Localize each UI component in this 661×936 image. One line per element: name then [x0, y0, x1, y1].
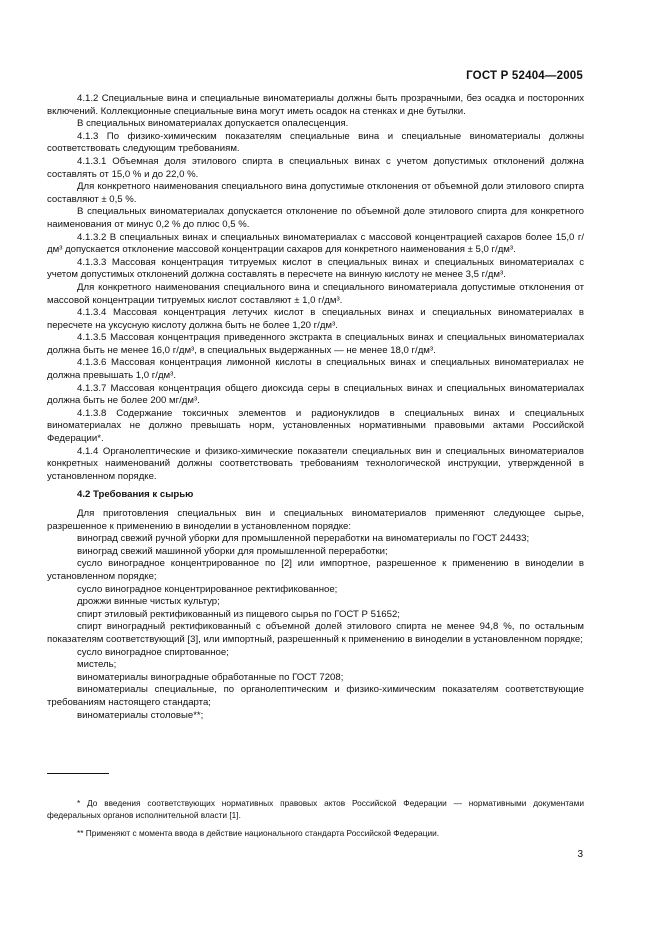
- paragraph-4-1-3-4: 4.1.3.4 Массовая концентрация летучих кислот в специальных винах и специальных виноматериалах в пересчете на уксусную кислоту должна быть не более 1,20 г/дм³.: [47, 307, 584, 331]
- paragraph-4-1-3: 4.1.3 По физико-химическим показателям специальные вина и специальные виноматериалы должны соответствовать следующим требованиям.: [47, 130, 584, 155]
- list-item: сусло виноградное спиртованное;: [77, 646, 229, 658]
- paragraph-4-1-3-5: 4.1.3.5 Массовая концентрация приведенного экстракта в специальных винах и специальных виноматериалах должна быть не менее 16,0 г/дм³, в специальных выдержанных — не менее 18,0 г/дм³.: [47, 332, 584, 356]
- footnote-2: ** Применяют с момента ввода в действие национального стандарта Российской Федерации.: [77, 828, 440, 838]
- footnote-divider: [47, 773, 109, 774]
- list-item: спирт этиловый ректификованный из пищевого сырья по ГОСТ Р 51652;: [77, 608, 400, 620]
- list-item: виноматериалы специальные, по органолептическим и физико-химическим показателям соответствующие требованиям настоящего стандарта;: [47, 684, 584, 708]
- list-item: виноград свежий машинной уборки для промышленной переработки;: [77, 545, 388, 557]
- list-item: виноград свежий ручной уборки для промышленной переработки на виноматериалы по ГОСТ 24433;: [77, 533, 530, 545]
- paragraph-ethanol-deviation: Для конкретного наименования специального вина допустимые отклонения от объемной доли этилового спирта составляют ± 0,5 %.: [47, 181, 584, 205]
- paragraph-4-1-3-2: 4.1.3.2 В специальных винах и специальных виноматериалах с массовой концентрацией сахаров более 15,0 г/дм³ допускается отклонение массовой концентрации сахаров для конкретного наименования ± 5,0 г/дм³.: [47, 231, 584, 256]
- page-number: 3: [577, 849, 583, 860]
- raw-materials-intro: Для приготовления специальных вин и специальных виноматериалов применяют следующее сырье, разрешенное к применению в виноделии в установленном порядке:: [47, 508, 584, 532]
- paragraph-4-1-3-7: 4.1.3.7 Массовая концентрация общего диоксида серы в специальных винах и специальных виноматериалах должна быть не более 200 мг/дм³.: [47, 382, 584, 407]
- document-header: ГОСТ Р 52404—2005: [466, 70, 583, 82]
- main-content: [47, 93, 584, 722]
- paragraph-4-1-3-1: 4.1.3.1 Объемная доля этилового спирта в специальных винах с учетом допустимых отклонений должна составлять от 15,0 % и до 22,0 %.: [47, 155, 584, 180]
- list-item: сусло виноградное концентрированное по [2] или импортное, разрешенное к применению в виноделии в установленном порядке;: [47, 558, 584, 582]
- list-item: спирт виноградный ректификованный с объемной долей этилового спирта не менее 94,8 %, по остальным показателям соответствующий [3], или импортный, разрешенный к применению в виноделии в установленном порядке;: [47, 621, 584, 645]
- paragraph-winematerial-deviation: В специальных виноматериалах допускается отклонение по объемной доле этилового спирта для конкретного наименования от минус 0,2 % до плюс 0,5 %.: [47, 206, 584, 230]
- list-item: дрожжи винные чистых культур;: [77, 596, 220, 608]
- section-title: 4.2 Требования к сырью: [77, 489, 194, 501]
- list-item: виноматериалы виноградные обработанные по ГОСТ 7208;: [77, 671, 344, 683]
- paragraph-opalescence: В специальных виноматериалах допускается опалесценция.: [77, 118, 349, 130]
- list-item: виноматериалы столовые**;: [77, 709, 204, 721]
- paragraph-4-1-3-6: 4.1.3.6 Массовая концентрация лимонной кислоты в специальных винах и специальных виноматериалах не должна превышать 1,0 г/дм³.: [47, 357, 584, 382]
- footnotes: [47, 797, 584, 845]
- paragraph-4-1-3-3: 4.1.3.3 Массовая концентрация титруемых кислот в специальных винах и специальных виноматериалах с учетом допустимых отклонений должна составлять в пересчете на винную кислоту не менее 3,5 г/дм³.: [47, 256, 584, 281]
- footnote-1: * До введения соответствующих нормативных правовых актов Российской Федерации — нормативными документами федеральных органов исполнительной власти [1].: [47, 798, 584, 820]
- list-item: мистель;: [77, 659, 117, 671]
- paragraph-4-1-2: 4.1.2 Специальные вина и специальные виноматериалы должны быть прозрачными, без осадка и посторонних включений. Коллекционные специальные вина могут иметь осадок на стенках и дне бутылки.: [47, 93, 584, 117]
- paragraph-4-1-3-8: 4.1.3.8 Содержание токсичных элементов и радионуклидов в специальных винах и специальных виноматериалах не должно превышать норм, установленных нормативными правовыми актами Российской Федерации*.: [47, 407, 584, 445]
- paragraph-acid-deviation: Для конкретного наименования специального вина и специального виноматериала допустимые отклонения от массовой концентрации титруемых кислот составляют ± 1,0 г/дм³.: [47, 281, 584, 306]
- paragraph-4-1-4: 4.1.4 Органолептические и физико-химические показатели специальных вин и специальных виноматериалов конкретных наименований должны соответствовать требованиям технологической инструкции, утвержденной в установленном порядке.: [47, 445, 584, 482]
- list-item: сусло виноградное концентрированное ректификованное;: [77, 583, 338, 595]
